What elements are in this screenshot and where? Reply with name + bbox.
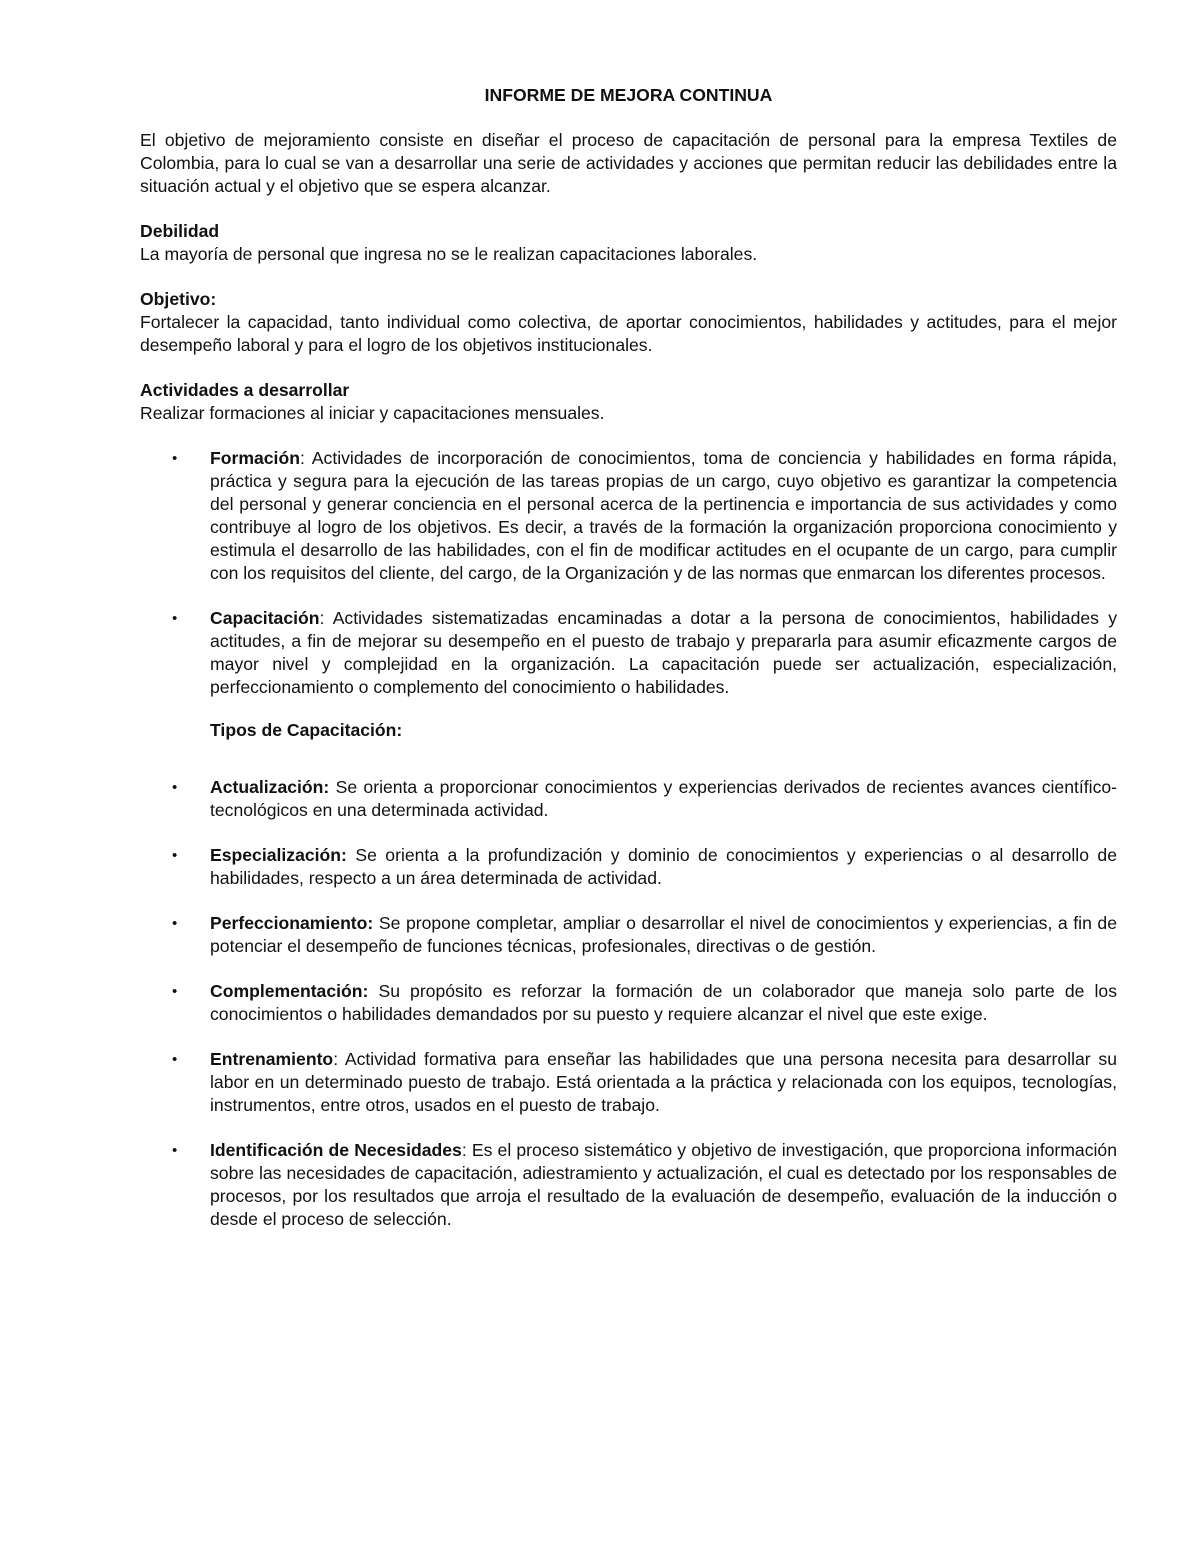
intro-paragraph: El objetivo de mejoramiento consiste en diseñar el proceso de capacitación de personal para la empresa Textiles de Colombia, para lo cual se van a desarrollar una serie de actividades y acciones que permitan reducir las debilidades entre la situación actual y el objetivo que se espera alcanzar. — [140, 130, 1117, 196]
bullet-separator — [368, 981, 378, 1001]
objetivo-heading: Objetivo: — [140, 289, 217, 309]
bullet-text: Se propone completar, ampliar o desarrollar el nivel de conocimientos y experiencias, a fin de potenciar el desempeño de funciones técnicas, profesionales, directivas o de gestión. — [210, 913, 1118, 956]
bullet-dot-icon: • — [172, 610, 178, 627]
bullet-text: Actividades sistematizadas encaminadas a dotar a la persona de conocimientos, habilidades y actitudes, a fin de mejorar su desempeño en el puesto de trabajo y prepararla para asumir eficazmente cargos de mayor nivel y complejidad en la organización. La capacitación puede ser actualización, especialización, perfeccionamiento o complemento del conocimiento o habilidades. — [210, 608, 1117, 697]
main-bullet-list — [140, 447, 1117, 699]
bullet-term: Formación — [210, 448, 300, 468]
bullet-text: Su propósito es reforzar la formación de un colaborador que maneja solo parte de los conocimientos o habilidades demandados por su puesto y requiere alcanzar el nivel que este exige. — [210, 981, 1117, 1024]
bullet-capacitacion — [140, 607, 1117, 699]
bullet-formacion — [140, 447, 1117, 585]
bullet-complementacion — [140, 980, 1117, 1026]
bullet-term: Complementación: — [210, 981, 369, 1001]
bullet-text: Es el proceso sistemático y objetivo de investigación, que proporciona información sobre las necesidades de capacitación, adiestramiento y actualización, el cual es detectado por los responsables de procesos, por los resultados que arroja el resultado de la evaluación de desempeño, evaluación de la inducción o desde el proceso de selección. — [210, 1140, 1117, 1229]
bullet-text: Actividades de incorporación de conocimientos, toma de conciencia y habilidades en forma rápida, práctica y segura para la ejecución de las tareas propias de un cargo, cuyo objetivo es garantizar la competencia del personal y generar conciencia en el personal acerca de la pertinencia e importancia de sus actividades y como contribuye al logro de los objetivos. Es decir, a través de la formación la organización proporciona conocimiento y estimula el desarrollo de las habilidades, con el fin de modificar actitudes en el ocupante de un cargo, para cumplir con los requisitos del cliente, del cargo, de la Organización y de las normas que enmarcan los diferentes procesos. — [210, 448, 1117, 583]
bullet-text: Se orienta a la profundización y dominio de conocimientos y experiencias o al desarrollo de habilidades, respecto a un área determinada de actividad. — [210, 845, 1117, 888]
bullet-dot-icon: • — [172, 983, 178, 1000]
bullet-text: Se orienta a proporcionar conocimientos y experiencias derivados de recientes avances científico-tecnológicos en una determinada actividad. — [210, 777, 1118, 820]
actividades-body: Realizar formaciones al iniciar y capacitaciones mensuales. — [140, 403, 605, 423]
bullet-separator: : — [333, 1049, 345, 1069]
bullet-dot-icon: • — [172, 450, 178, 467]
bullet-term: Especialización: — [210, 845, 347, 865]
bullet-term: Capacitación — [210, 608, 320, 628]
bullet-perfeccionamiento — [140, 912, 1117, 958]
bullet-term: Perfeccionamiento: — [210, 913, 374, 933]
debilidad-body: La mayoría de personal que ingresa no se le realizan capacitaciones laborales. — [140, 244, 758, 264]
bullet-separator: : — [299, 448, 312, 468]
bullet-dot-icon: • — [172, 847, 178, 864]
tipos-heading: Tipos de Capacitación: — [210, 720, 403, 740]
bullet-separator: : — [319, 608, 333, 628]
bullet-entrenamiento — [140, 1048, 1117, 1117]
bullet-text: Actividad formativa para enseñar las habilidades que una persona necesita para desarrollar su labor en un determinado puesto de trabajo. Está orientada a la práctica y relacionada con los equipos, tecnologías, instrumentos, entre otros, usados en el puesto de trabajo. — [210, 1049, 1117, 1115]
bullet-actualizacion — [140, 776, 1117, 822]
bullet-term: Identificación de Necesidades — [210, 1140, 462, 1160]
debilidad-heading: Debilidad — [140, 221, 220, 241]
bullet-term: Entrenamiento — [210, 1049, 334, 1069]
bullet-dot-icon: • — [172, 1142, 178, 1159]
bullet-dot-icon: • — [172, 1051, 178, 1068]
bullet-term: Actualización: — [210, 777, 330, 797]
bullet-identificacion-necesidades — [140, 1139, 1117, 1231]
bullet-dot-icon: • — [172, 779, 178, 796]
document-title: INFORME DE MEJORA CONTINUA — [484, 85, 773, 105]
objetivo-body: Fortalecer la capacidad, tanto individual como colectiva, de aportar conocimientos, habilidades y actitudes, para el mejor desempeño laboral y para el logro de los objetivos institucionales. — [140, 312, 1117, 355]
bullet-dot-icon: • — [172, 915, 178, 932]
bullet-separator: : — [461, 1140, 472, 1160]
actividades-heading: Actividades a desarrollar — [140, 380, 350, 400]
tipos-bullet-list — [140, 776, 1117, 1231]
bullet-especializacion — [140, 844, 1117, 890]
